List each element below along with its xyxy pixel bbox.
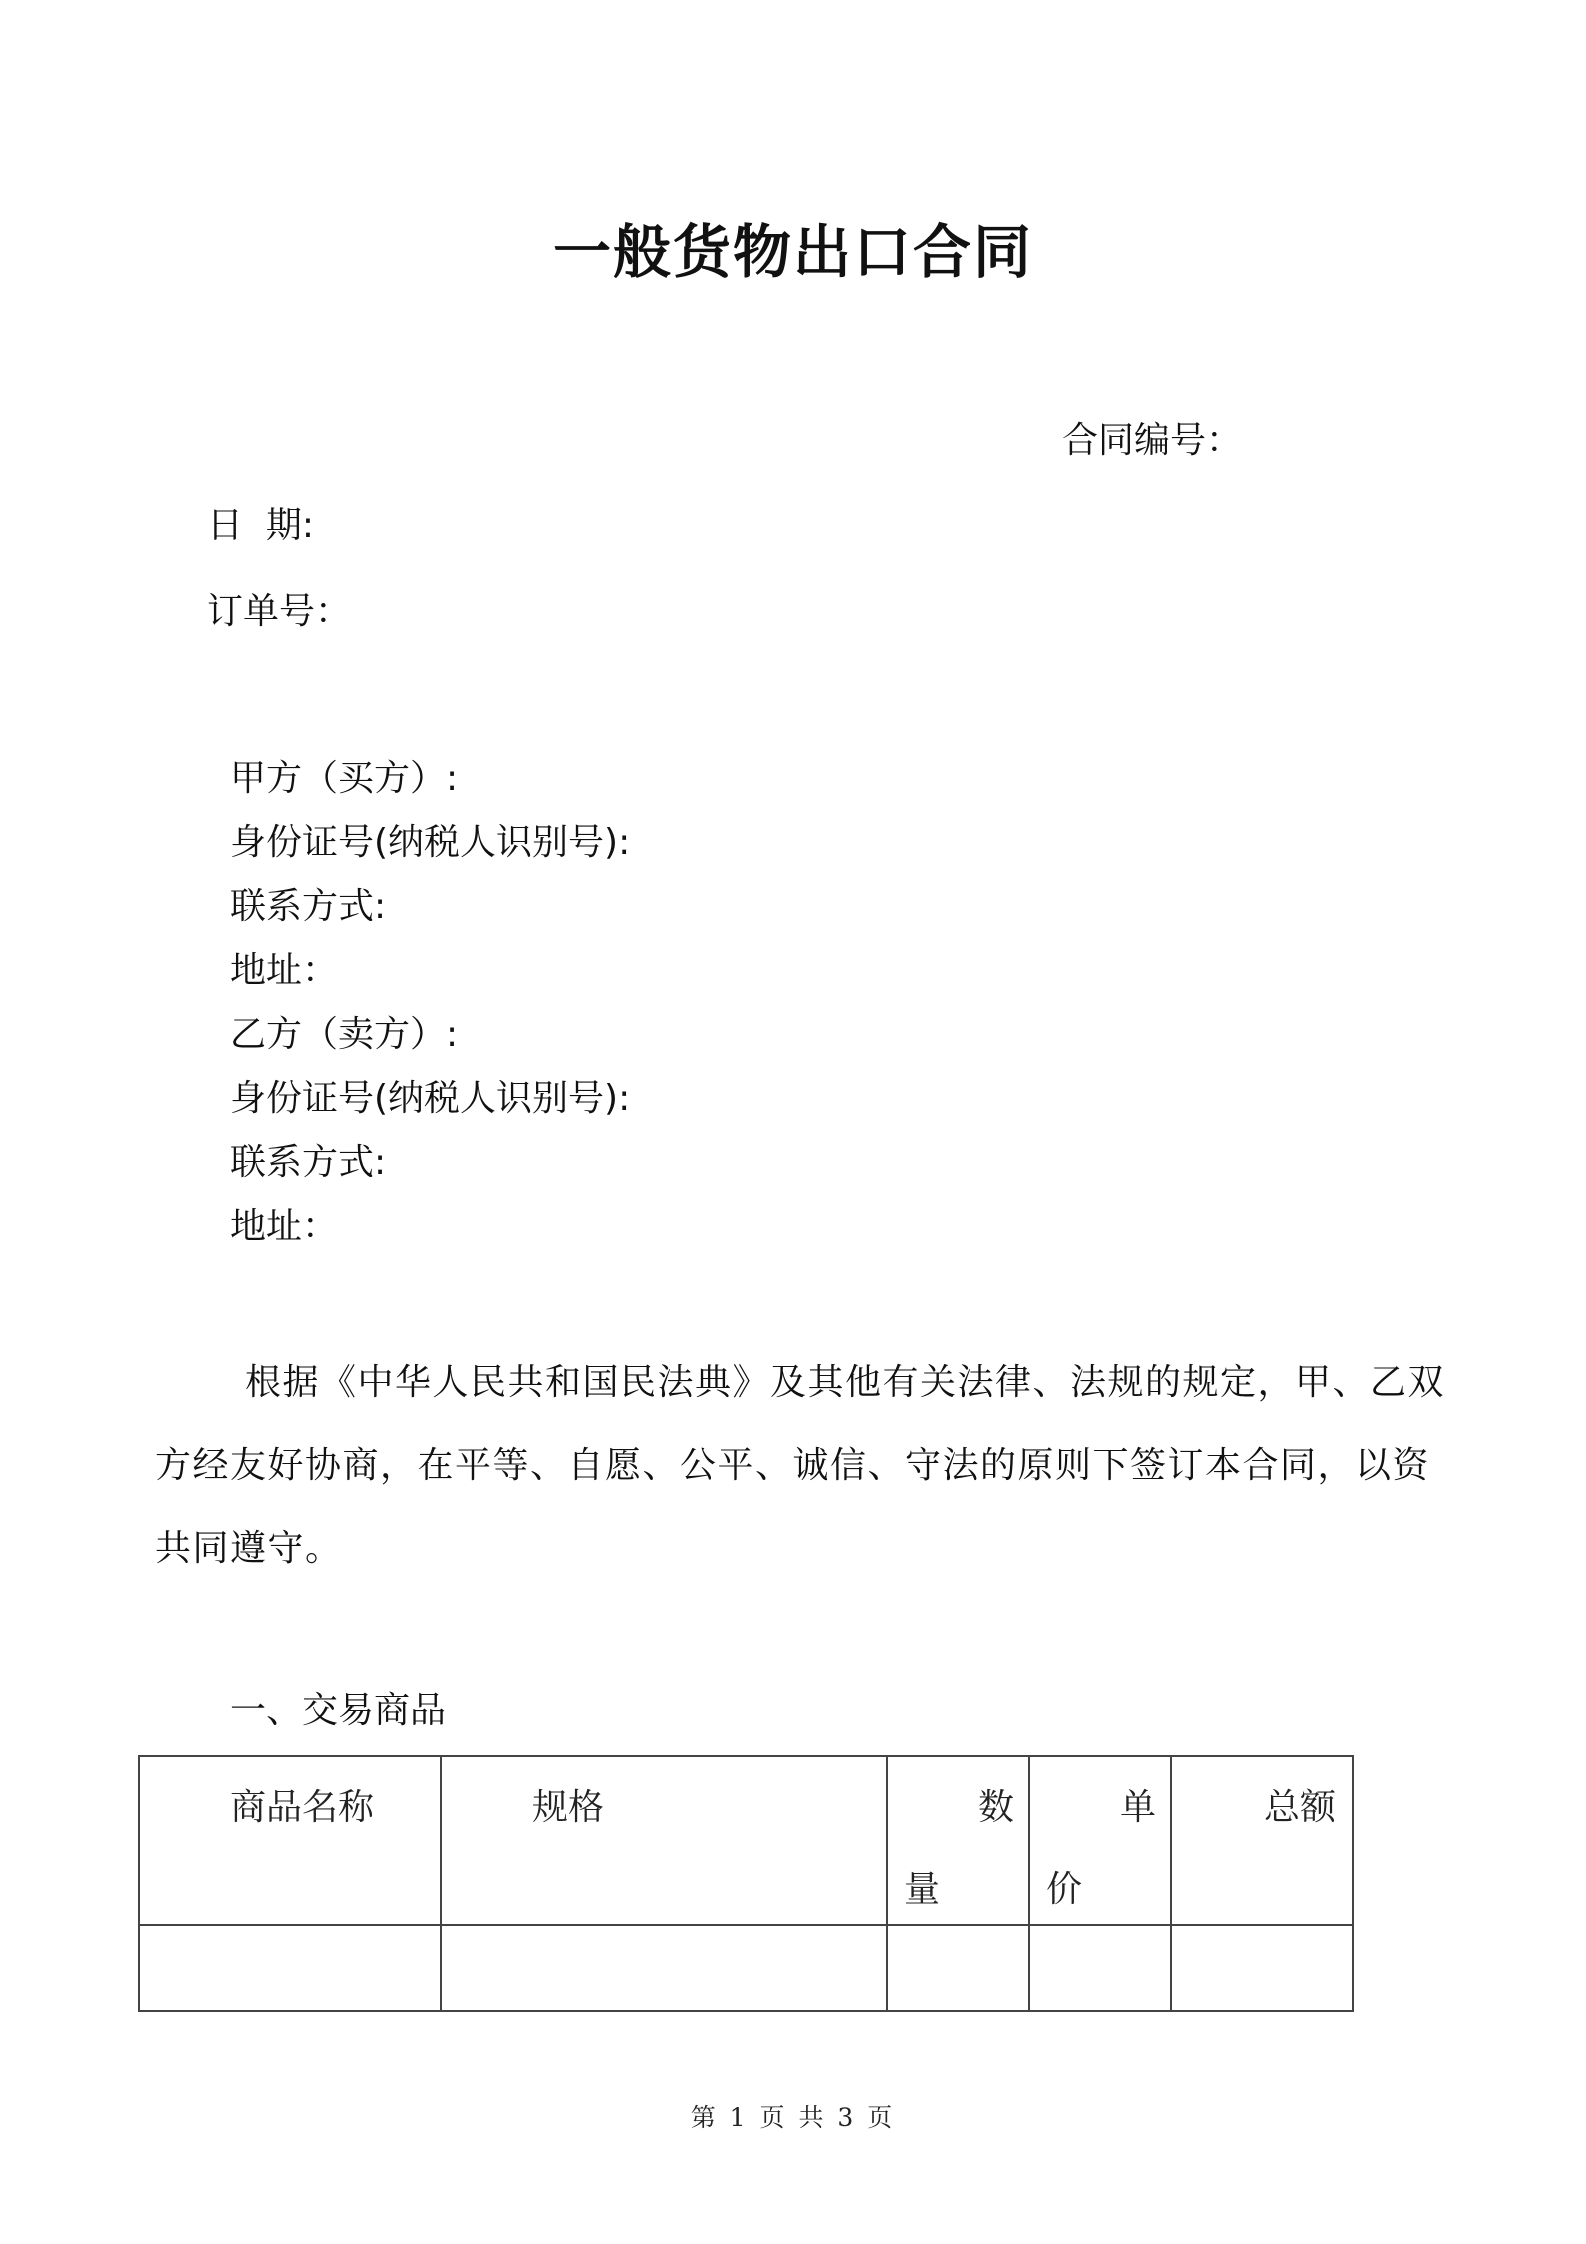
section-heading-goods: 一、交易商品	[230, 1690, 447, 1731]
header-total-text: 总额	[1263, 1787, 1336, 1828]
order-number-label: 订单号：	[207, 591, 352, 632]
party-b-name-label: 乙方（卖方）:	[230, 1014, 459, 1055]
header-cell-name	[139, 1756, 441, 1925]
header-quantity-text-2: 量	[904, 1869, 941, 1910]
header-cell-quantity	[887, 1756, 1029, 1925]
header-name-text: 商品名称	[230, 1787, 375, 1828]
date-label: 日 期:	[207, 505, 315, 546]
party-a-id-label: 身份证号(纳税人识别号):	[230, 822, 631, 863]
header-quantity-text-1: 数	[977, 1787, 1014, 1828]
header-price-text-2: 价	[1046, 1869, 1083, 1910]
header-cell-unit-price	[1029, 1756, 1171, 1925]
party-b-id-label: 身份证号(纳税人识别号):	[230, 1078, 631, 1119]
preamble-line-1: 根据《中华人民共和国民法典》及其他有关法律、法规的规定，甲、乙双	[245, 1362, 1446, 1403]
header-price-text-1: 单	[1119, 1787, 1156, 1828]
table-cell	[139, 1925, 441, 2011]
party-a-contact-label: 联系方式:	[230, 886, 387, 927]
table-header-row	[139, 1756, 1353, 1925]
header-spec-text: 规格	[532, 1787, 605, 1828]
page-number: 第 1 页 共 3 页	[690, 2103, 896, 2132]
party-b-address-label: 地址：	[230, 1206, 339, 1247]
header-cell-spec	[441, 1756, 887, 1925]
document-title: 一般货物出口合同	[552, 218, 1033, 286]
preamble-line-2: 方经友好协商，在平等、自愿、公平、诚信、守法的原则下签订本合同，以资	[155, 1445, 1431, 1486]
table-cell	[887, 1925, 1029, 2011]
goods-table	[138, 1755, 1354, 2012]
party-a-name-label: 甲方（买方）:	[230, 758, 459, 799]
preamble-line-3: 共同遵守。	[155, 1528, 343, 1569]
header-cell-total	[1171, 1756, 1353, 1925]
table-cell	[1171, 1925, 1353, 2011]
party-a-address-label: 地址：	[230, 950, 339, 991]
contract-number-label: 合同编号：	[1062, 420, 1243, 461]
table-row	[139, 1925, 1353, 2011]
table-cell	[1029, 1925, 1171, 2011]
table-cell	[441, 1925, 887, 2011]
party-b-contact-label: 联系方式:	[230, 1142, 387, 1183]
